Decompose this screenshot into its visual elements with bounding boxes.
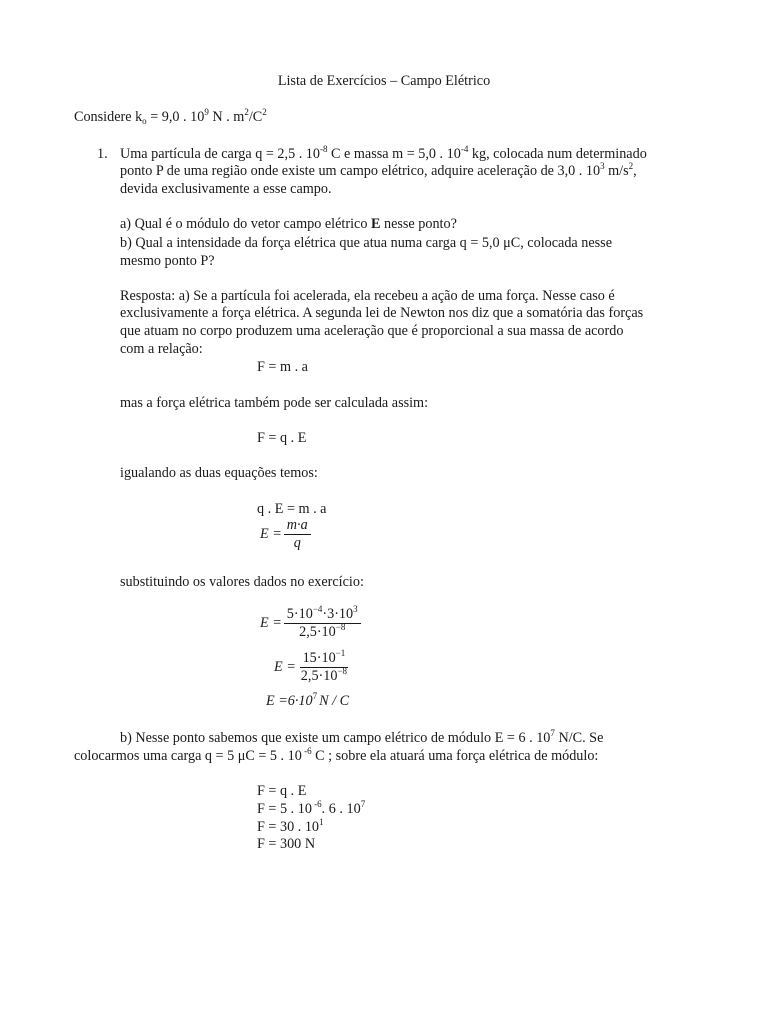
- question-line-3: devida exclusivamente a esse campo.: [120, 181, 332, 197]
- formula-simplified: E = $\frac{15\cdot 10^{-1}}{2,5\cdot 10^{-8}}$: [274, 648, 348, 684]
- answer-text-equating: igualando as duas equações temos:: [120, 465, 318, 481]
- answer-text-substituting: substituindo os valores dados no exercício:: [120, 574, 364, 590]
- equation-newton: F = m . a: [257, 359, 308, 375]
- part-b-line-1: b) Nesse ponto sabemos que existe um campo elétrico de módulo E = 6 . $10^7$ N/C. Se: [120, 728, 604, 746]
- subquestion-b-line-1: b) Qual a intensidade da força elétrica que atua numa carga q = 5,0 μC, colocada nesse: [120, 235, 612, 251]
- part-b-equation-2: F = 5 . 10 $^{-6}$. 6 . $10^7$: [257, 799, 366, 817]
- equation-equated: q . E = m . a: [257, 501, 327, 517]
- subquestion-a: a) Qual é o módulo do vetor campo elétrico E nesse ponto?: [120, 216, 457, 232]
- part-b-line-2: colocarmos uma carga q = 5 μC = 5 . 10 $^{-6}$ C ; sobre ela atuará uma força elétrica de módulo:: [74, 746, 599, 764]
- page-title: Lista de Exercícios – Campo Elétrico: [277, 73, 491, 89]
- part-b-equation-4: F = 300 N: [257, 836, 316, 852]
- part-b-equation-3: F = 30 . $10^1$: [257, 817, 324, 835]
- question-number: 1.: [97, 146, 108, 162]
- formula-e-ma-over-q: E = $\frac{m\cdot a}{q}$: [260, 518, 311, 551]
- subquestion-b-line-2: mesmo ponto P?: [120, 253, 215, 269]
- constant-line: Considere $k_o = 9,0$ . $10^9$ N . $m^2/C^2$: [74, 107, 267, 126]
- question-line-1: Uma partícula de carga q = 2,5 . $10^{-8}$ C e massa m = 5,0 . $10^{-4}$ kg, colocada num determinado: [120, 144, 647, 162]
- answer-line-4: com a relação:: [120, 341, 203, 357]
- part-b-equation-1: F = q . E: [257, 783, 307, 799]
- answer-line-2: exclusivamente a força elétrica. A segunda lei de Newton nos diz que a somatória das forças: [120, 305, 644, 321]
- answer-line-3: que atuam no corpo produzem uma aceleração que é proporcional a sua massa de acordo: [120, 323, 624, 339]
- equation-electric-force: F = q . E: [257, 430, 307, 446]
- formula-result: $E =6\cdot 10^7$ N / C: [266, 691, 350, 709]
- answer-text-electric-force: mas a força elétrica também pode ser calculada assim:: [120, 395, 429, 411]
- formula-substitution: E = $\frac{5\cdot 10^{-4}\cdot 3\cdot 10^3}{2,5\cdot 10^{-8}}$: [260, 607, 361, 640]
- answer-line-1: Resposta: a) Se a partícula foi acelerada, ela recebeu a ação de uma força. Nesse caso é: [120, 288, 615, 304]
- question-line-2: ponto P de uma região onde existe um campo elétrico, adquire aceleração de 3,0 . $10^3$ $m/s^2$,: [120, 161, 637, 179]
